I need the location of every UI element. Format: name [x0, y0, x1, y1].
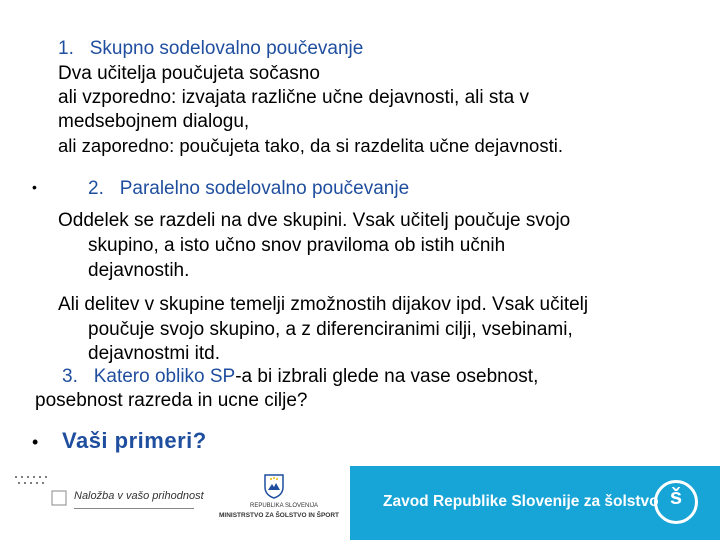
heading-1 — [58, 39, 363, 58]
body-line: Oddelek se razdeli na dve skupini. Vsak učitelj poučuje svojo — [58, 210, 571, 231]
body-line: ali zaporedno: poučujeta tako, da si razdelita učne dejavnosti. — [58, 135, 563, 156]
heading-3 — [62, 367, 538, 386]
crest-icon — [263, 473, 285, 499]
body-line: skupino, a isto učno snov praviloma ob istih učnih — [88, 235, 506, 256]
body-line: dejavnostmi itd. — [88, 343, 221, 364]
body-line: posebnost razreda in ucne cilje? — [35, 390, 308, 411]
heading-2 — [88, 179, 409, 198]
body-line: medsebojnem dialogu, — [58, 111, 250, 132]
zrss-name: Zavod Republike Slovenije za šolstvo — [383, 493, 659, 510]
republic-text-2: MINISTRSTVO ZA ŠOLSTVO IN ŠPORT — [219, 512, 340, 519]
heading-2-number: 2. — [88, 178, 104, 199]
body-line: ali vzporedno: izvajata različne učne dejavnosti, ali sta v — [58, 87, 530, 108]
heading-2-text: Paralelno sodelovalno poučevanje — [119, 178, 410, 199]
republic-text-1: REPUBLIKA SLOVENIJA — [250, 503, 319, 509]
bullet: • — [32, 179, 37, 195]
final-question: Vaši primeri? — [62, 428, 207, 453]
heading-1-text: Skupno sodelovalno poučevanje — [89, 38, 364, 59]
logo-left-subtext-icon — [74, 505, 194, 513]
heading-3-text-a: Katero obliko SP — [93, 366, 236, 387]
body-line: dejavnostih. — [88, 260, 190, 281]
bullet: • — [32, 432, 39, 452]
heading-3-number: 3. — [62, 366, 78, 387]
heading-1-number: 1. — [58, 38, 74, 59]
zrss-logo-letter-icon: š — [669, 484, 683, 509]
stars-logo-icon — [10, 471, 70, 511]
body-line: poučuje svojo skupino, a z diferenciranimi cilji, vsebinami, — [88, 319, 573, 340]
logo-left-text: Naložba v vašo prihodnost — [74, 490, 204, 502]
heading-3-text-b: -a bi izbrali glede na vase osebnost, — [235, 366, 539, 387]
body-line: Dva učitelja poučujeta sočasno — [58, 63, 320, 84]
body-line: Ali delitev v skupine temelji zmožnostih dijakov ipd. Vsak učitelj — [58, 294, 589, 315]
